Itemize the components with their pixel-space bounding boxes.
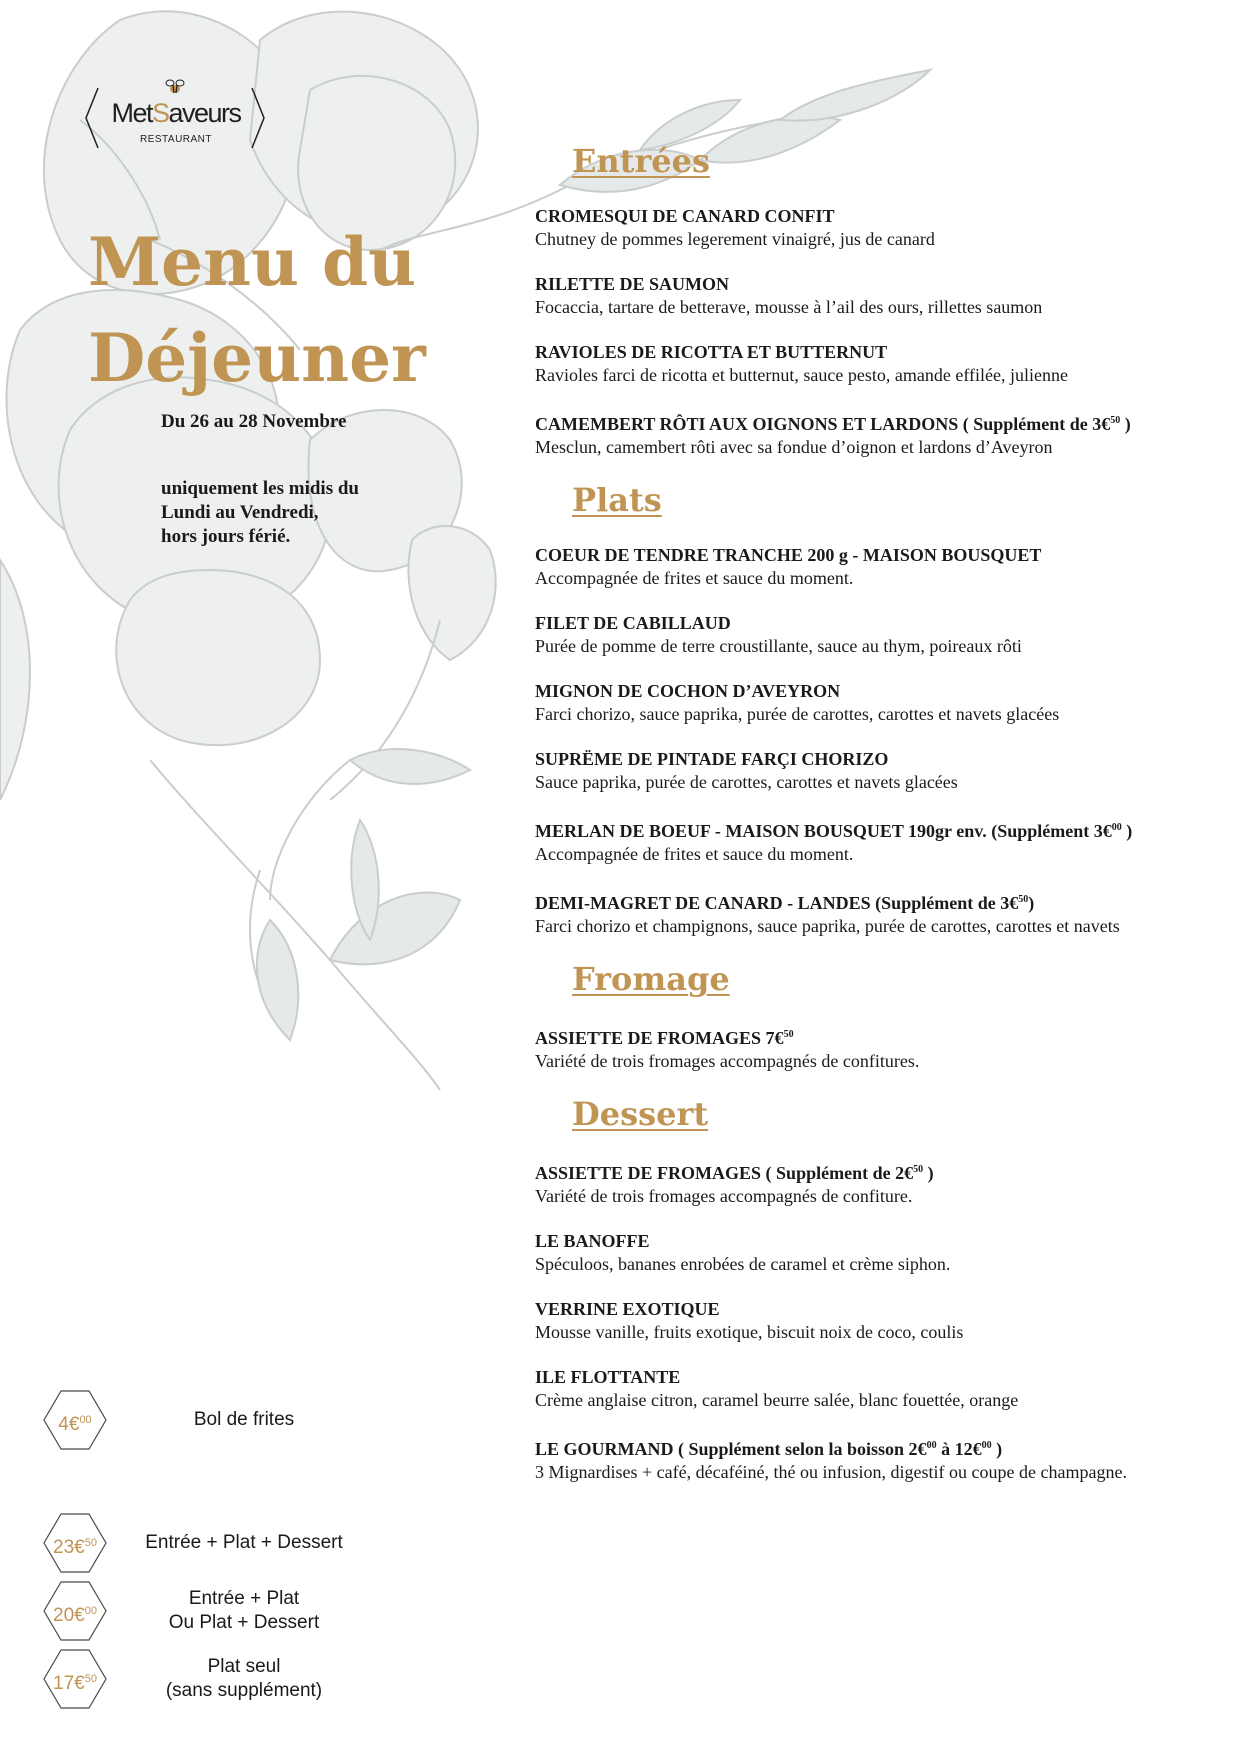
menu-item-name: VERRINE EXOTIQUE	[535, 1299, 720, 1319]
menu-item-description: Sauce paprika, purée de carottes, carottes et navets glacées	[535, 772, 958, 792]
menu-item-description: Crème anglaise citron, caramel beurre salée, blanc fouettée, orange	[535, 1390, 1019, 1410]
price-label-line: Ou Plat + Dessert	[168, 1612, 320, 1633]
menu-item	[535, 1298, 1225, 1344]
menu-item-description: Variété de trois fromages accompagnés de confiture.	[535, 1186, 913, 1206]
price-main: 17€	[53, 1673, 85, 1694]
bee-icon	[164, 78, 186, 96]
menu-item-name: CAMEMBERT RÔTI AUX OIGNONS ET LARDONS ( Supplément de 3€$^{50}$ )	[535, 414, 1131, 434]
menu-period: Du 26 au 28 Novembre	[161, 411, 347, 432]
page-title-line-1: Menu du	[88, 223, 417, 301]
section-title: Dessert	[572, 1095, 709, 1133]
menu-item-name: DEMI-MAGRET DE CANARD - LANDES (Supplément de 3€$^{50}$)	[535, 893, 1035, 913]
menu-item-name: MERLAN DE BOEUF - MAISON BOUSQUET 190gr env. (Supplément 3€$^{00}$ )	[535, 821, 1133, 841]
page-title	[88, 214, 426, 406]
menu-item	[535, 1366, 1225, 1412]
section-items	[535, 1023, 1225, 1073]
price-cents: 00	[84, 1605, 97, 1617]
price-cents: 00	[1111, 822, 1122, 833]
menu-item-name: ASSIETTE DE FROMAGES ( Supplément de 2€$^{50}$ )	[535, 1163, 934, 1183]
price-label-line: Entrée + Plat	[188, 1588, 300, 1609]
section-items	[535, 1158, 1225, 1484]
price-main: 4€	[58, 1414, 80, 1435]
menu-item-description: Farci chorizo et champignons, sauce paprika, purée de carottes, carottes et navets	[535, 916, 1120, 936]
price-amount	[43, 1390, 107, 1450]
price-amount	[43, 1513, 107, 1573]
menu-item-name: CROMESQUI DE CANARD CONFIT	[535, 206, 835, 226]
menu-item-name: FILET DE CABILLAUD	[535, 613, 731, 633]
price-cents: 00	[981, 1440, 992, 1451]
availability-note	[161, 477, 359, 549]
menu-item-name: ILE FLOTTANTE	[535, 1367, 681, 1387]
menu-item-description: Accompagnée de frites et sauce du moment.	[535, 844, 854, 864]
menu-item-description: Mesclun, camembert rôti avec sa fondue d’oignon et lardons d’Aveyron	[535, 437, 1053, 457]
menu-item-name: ASSIETTE DE FROMAGES 7€$^{50}$	[535, 1028, 794, 1048]
price-cents: 50	[1018, 894, 1029, 905]
availability-line-2: Lundi au Vendredi,	[161, 502, 319, 523]
menu-section-plats	[535, 481, 1225, 938]
availability-line-1: uniquement les midis du	[161, 478, 359, 499]
menu-item-name: RILETTE DE SAUMON	[535, 274, 730, 294]
menu-item	[535, 888, 1225, 938]
menu-item-description: Variété de trois fromages accompagnés de confitures.	[535, 1051, 920, 1071]
menu-item	[535, 341, 1225, 387]
price-label	[124, 1655, 364, 1703]
price-label-line: Entrée + Plat + Dessert	[145, 1532, 343, 1553]
price-cents: 50	[1110, 415, 1121, 426]
menu-item-name: LE BANOFFE	[535, 1231, 650, 1251]
menu-item-description: Focaccia, tartare de betterave, mousse à l’ail des ours, rillettes saumon	[535, 297, 1043, 317]
price-cents: 50	[84, 1537, 97, 1549]
price-label	[124, 1408, 364, 1432]
price-main: 23€	[53, 1537, 85, 1558]
price-label	[124, 1587, 364, 1635]
menu-item-description: Accompagnée de frites et sauce du moment.	[535, 568, 854, 588]
menu-section-dessert	[535, 1095, 1225, 1484]
menu-item-name: SUPRËME DE PINTADE FARÇI CHORIZO	[535, 749, 889, 769]
price-cents: 50	[84, 1673, 97, 1685]
price-main: 20€	[53, 1605, 85, 1626]
brand-logo	[82, 78, 268, 158]
price-label-line: Plat seul	[207, 1656, 281, 1677]
menu-section-fromage	[535, 960, 1225, 1073]
menu-item	[535, 1434, 1225, 1484]
price-cents: 50	[783, 1029, 794, 1040]
menu-item-description: Farci chorizo, sauce paprika, purée de carottes, carottes et navets glacées	[535, 704, 1060, 724]
menu-item	[535, 1230, 1225, 1276]
menu-item-description: Ravioles farci de ricotta et butternut, sauce pesto, amande effilée, julienne	[535, 365, 1068, 385]
menu-item	[535, 409, 1225, 459]
menu-item	[535, 1158, 1225, 1208]
menu-item-description: Spéculoos, bananes enrobées de caramel et crème siphon.	[535, 1254, 951, 1274]
menu-item-name: RAVIOLES DE RICOTTA ET BUTTERNUT	[535, 342, 888, 362]
page-title-line-2: Déjeuner	[88, 319, 426, 397]
menu-section-entrees	[535, 142, 1225, 459]
menu-item-description: Mousse vanille, fruits exotique, biscuit noix de coco, coulis	[535, 1322, 964, 1342]
menu-item-description: 3 Mignardises + café, décaféiné, thé ou infusion, digestif ou coupe de champagne.	[535, 1462, 1127, 1482]
menu-item-description: Chutney de pommes legerement vinaigré, jus de canard	[535, 229, 935, 249]
section-items	[535, 205, 1225, 459]
logo-subtitle: RESTAURANT	[139, 134, 213, 145]
menu-item	[535, 205, 1225, 251]
menu-item	[535, 273, 1225, 319]
section-items	[535, 544, 1225, 938]
logo-brand-name: MetSaveurs	[111, 98, 241, 128]
price-label	[124, 1531, 364, 1555]
price-cents: 50	[913, 1164, 924, 1175]
menu-item	[535, 748, 1225, 794]
menu-item-name: COEUR DE TENDRE TRANCHE 200 g - MAISON BOUSQUET	[535, 545, 1042, 565]
menu-item	[535, 680, 1225, 726]
menu-item	[535, 612, 1225, 658]
menu-sections	[535, 142, 1225, 1506]
menu-item-description: Purée de pomme de terre croustillante, sauce au thym, poireaux rôti	[535, 636, 1022, 656]
section-title: Plats	[572, 481, 662, 519]
menu-item	[535, 1023, 1225, 1073]
menu-item-name: MIGNON DE COCHON D’AVEYRON	[535, 681, 841, 701]
price-amount	[43, 1581, 107, 1641]
price-cents: 00	[79, 1414, 92, 1426]
section-title: Fromage	[572, 960, 730, 998]
menu-item	[535, 816, 1225, 866]
price-amount	[43, 1649, 107, 1709]
availability-line-3: hors jours férié.	[161, 526, 291, 547]
menu-item	[535, 544, 1225, 590]
price-label-line: (sans supplément)	[165, 1680, 323, 1701]
section-title: Entrées	[572, 142, 711, 180]
menu-item-name: LE GOURMAND ( Supplément selon la boisson 2€$^{00}$ à 12€$^{00}$ )	[535, 1439, 1003, 1459]
price-cents: 00	[926, 1440, 937, 1451]
price-label-line: Bol de frites	[193, 1409, 295, 1430]
